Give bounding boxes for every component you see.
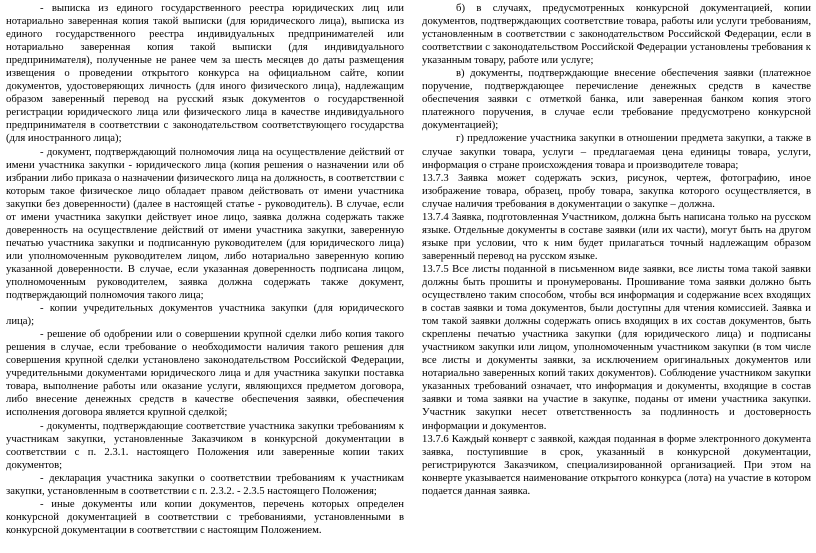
paragraph-extract-registry: - выписка из единого государственного реестра юридических лиц или нотариально заверенная копия такой выписки (для юридического лица), выписка из единого государственного реестра индивидуальных предпринимателей или нотариально заверенная копия такой выписки (для индивидуального предпринимателя), полученные не ранее чем за шесть месяцев до даты размещения извещения о проведении открытого конкурса на официальном сайте, копии документов, удостоверяющих личность (для иного физического лица), надлежащим образом заверенный перевод на русский язык документов о государственной регистрации юридического лица или физического лица в качестве индивидуального предпринимателя в соответствии с законодательством соответствующего государства (для иностранного лица);: [6, 2, 404, 145]
paragraph-declaration: - декларация участника закупки о соответствии требованиям к участникам закупки, установленным в соответствии с п. 2.3.2. - 2.3.5 настоящего Положения;: [6, 471, 404, 497]
paragraph-13-7-3: 13.7.3 Заявка может содержать эскиз, рисунок, чертеж, фотографию, иное изображение товара, образец, пробу товара, закупка которого осуществляется, в случае наличия требования в документации о закупке – должна.: [422, 171, 811, 210]
left-column: [6, 2, 404, 537]
paragraph-other-documents: - иные документы или копии документов, перечень которых определен конкурсной документацией в соответствии с требованиями, установленными в конкурсной документации в соответствии с настоящим Положением.: [6, 497, 404, 536]
paragraph-13-7-4: 13.7.4 Заявка, подготовленная Участником, должна быть написана только на русском языке. Отдельные документы в составе заявки (или их части), могут быть на другом языке при условии, что к ним будет прилагаться точный надлежащим образом заверенный перевод на русском языке.: [422, 210, 811, 262]
paragraph-13-7-5: 13.7.5 Все листы поданной в письменном виде заявки, все листы тома такой заявки должны быть прошиты и пронумерованы. Прошивание тома заявки должно быть осуществлено таким способом, чтобы вся информация и содержание всех входящих в состав заявки и тома документов, были доступны для чтения комиссией. Заявка и том такой заявки должны содержать опись входящих в их состав документов, быть скреплены печатью участника закупки (для юридического лица) и подписаны участником закупки или лицом, уполномоченным участником закупки (в том числе все листы и документы заявки, за исключением оригинальных документов или нотариально заверенных копий таких документов). Соблюдение участником закупки указанных требований означает, что информация и документы, входящие в состав заявки и тома заявки на участие в закупке, поданы от имени участника закупки. Участник закупки несет ответственность за подлинность и достоверность информации и документов.: [422, 262, 811, 432]
paragraph-item-g: г) предложение участника закупки в отношении предмета закупки, а также в случае закупки товара, услуги – предлагаемая цена единицы товара, услуги, информация о стране происхождения товара и производителе товара;: [422, 132, 811, 171]
paragraph-item-b: б) в случаях, предусмотренных конкурсной документацией, копии документов, подтверждающих соответствие товара, работы или услуги требованиям, установленным в соответствии с законодательством Российской Федерации, если в соответствии с законодательством Российской Федерации установлены требования к указанным товару, работе или услуге;: [422, 2, 811, 67]
paragraph-authority-document: - документ, подтверждающий полномочия лица на осуществление действий от имени участника закупки - юридического лица (копия решения о назначении или об избрании либо приказа о назначении физического лица на должность, в соответствии с которым такое физическое лицо обладает правом действовать от имени участника закупки без доверенности) (далее в настоящей статье - руководитель). В случае, если от имени участника закупки действует иное лицо, заявка должна содержать также доверенность на осуществление действий от имени участника закупки, заверенную печатью участника закупки и подписанную руководителем (для юридического лица) или уполномоченным руководителем лицом, либо нотариально заверенную копию указанной доверенности. В случае, если указанная доверенность подписана лицом, уполномоченным руководителем, заявка должна содержать также документ, подтверждающий полномочия такого лица;: [6, 145, 404, 302]
paragraph-compliance-documents: - документы, подтверждающие соответствие участника закупки требованиям к участникам закупки, установленные Заказчиком в конкурсной документации в соответствии с п. 2.3.1. настоящего Положения или заверенные копии таких документов;: [6, 419, 404, 471]
paragraph-item-v: в) документы, подтверждающие внесение обеспечения заявки (платежное поручение, подтверждающее перечисление денежных средств в качестве обеспечения заявки с отметкой банка, или заверенная банком копия этого платежного поручения, в случае если требование предусмотрено конкурсной документацией);: [422, 67, 811, 132]
paragraph-13-7-6: 13.7.6 Каждый конверт с заявкой, каждая поданная в форме электронного документа заявка, поступившие в срок, указанный в конкурсной документации, регистрируются Заказчиком, специализированной организацией. При этом на конверте указывается наименование открытого конкурса (лота) на участие в котором подается данная заявка.: [422, 432, 811, 497]
right-column: [422, 2, 811, 498]
paragraph-major-deal-approval: - решение об одобрении или о совершении крупной сделки либо копия такого решения в случае, если требование о необходимости наличия такого решения для совершения крупной сделки установлено законодательством Российской Федерации, учредительными документами юридического лица и для участника закупки поставка товара, выполнение работы или оказание услуги, являющихся предметом договора, либо внесение денежных средств в качестве обеспечения заявки, обеспечения исполнения договора является крупной сделкой;: [6, 328, 404, 419]
paragraph-founding-documents: - копии учредительных документов участника закупки (для юридического лица);: [6, 302, 404, 328]
